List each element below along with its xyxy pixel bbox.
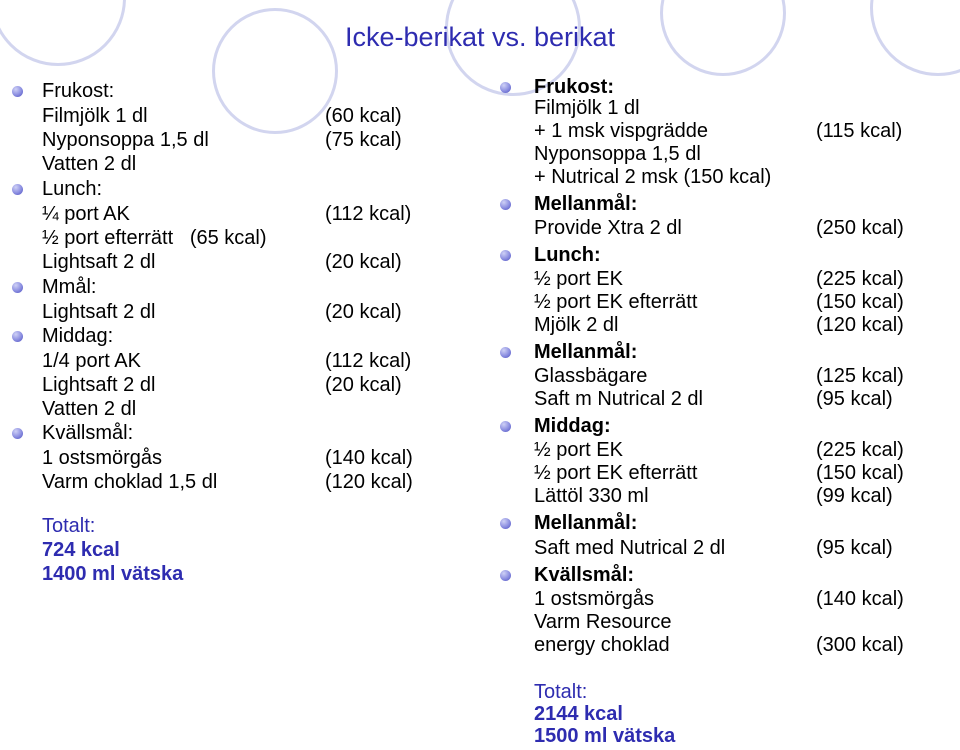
- food-kcal: (20 kcal): [325, 374, 402, 396]
- food-kcal: (140 kcal): [325, 447, 413, 469]
- section-head: Mmål:: [42, 276, 97, 298]
- total-fluid: 1400 ml vätska: [42, 563, 184, 585]
- food-kcal: (225 kcal): [816, 268, 904, 290]
- food-item: Mjölk 2 dl: [534, 314, 619, 336]
- food-kcal: (95 kcal): [816, 388, 893, 410]
- bullet-icon: [500, 347, 511, 358]
- food-item: ½ port EK efterrätt: [534, 291, 698, 313]
- food-kcal: (150 kcal): [816, 291, 904, 313]
- food-kcal: (75 kcal): [325, 129, 402, 151]
- section-head: Mellanmål:: [534, 341, 638, 363]
- food-kcal: (150 kcal): [816, 462, 904, 484]
- bullet-icon: [12, 331, 23, 342]
- food-item: Vatten 2 dl: [42, 153, 137, 175]
- section-head: Frukost:: [534, 76, 614, 98]
- total-fluid: 1500 ml vätska: [534, 725, 676, 747]
- food-kcal: (120 kcal): [325, 471, 413, 493]
- bullet-icon: [500, 421, 511, 432]
- food-item: Glassbägare: [534, 365, 648, 387]
- food-item: Varm Resource: [534, 611, 672, 633]
- bullet-icon: [12, 282, 23, 293]
- food-kcal: (120 kcal): [816, 314, 904, 336]
- total-kcal: 724 kcal: [42, 539, 120, 561]
- food-kcal: (95 kcal): [816, 537, 893, 559]
- food-item: Vatten 2 dl: [42, 398, 137, 420]
- food-item: Nyponsoppa 1,5 dl: [534, 143, 701, 165]
- food-item: Saft med Nutrical 2 dl: [534, 537, 726, 559]
- food-kcal: (112 kcal): [325, 350, 412, 372]
- section-head: Frukost:: [42, 80, 115, 102]
- section-head: Middag:: [534, 415, 611, 437]
- food-kcal: (112 kcal): [325, 203, 412, 225]
- food-item: 1 ostsmörgås: [534, 588, 655, 610]
- bullet-icon: [12, 184, 23, 195]
- food-kcal: (225 kcal): [816, 439, 904, 461]
- food-item: Nyponsoppa 1,5 dl: [42, 129, 209, 151]
- bullet-icon: [12, 428, 23, 439]
- food-kcal: (125 kcal): [816, 365, 904, 387]
- section-head: Mellanmål:: [534, 193, 638, 215]
- food-item: ½ port EK efterrätt: [534, 462, 698, 484]
- food-item: ½ port EK: [534, 439, 623, 461]
- food-kcal: (250 kcal): [816, 217, 904, 239]
- food-kcal: (60 kcal): [325, 105, 402, 127]
- food-kcal: (140 kcal): [816, 588, 904, 610]
- food-item: 1 ostsmörgås: [42, 447, 163, 469]
- food-item: ½ port EK: [534, 268, 623, 290]
- total-label: Totalt:: [42, 515, 96, 537]
- food-item: Lättöl 330 ml: [534, 485, 649, 507]
- food-kcal: (115 kcal): [816, 120, 903, 142]
- food-item: Lightsaft 2 dl: [42, 301, 156, 323]
- food-item: + 1 msk vispgrädde: [534, 120, 708, 142]
- food-item: ½ port efterrätt (65 kcal): [42, 227, 267, 249]
- food-item: ¼ port AK: [42, 203, 130, 225]
- bullet-icon: [500, 518, 511, 529]
- total-label: Totalt:: [534, 681, 588, 703]
- food-kcal: (99 kcal): [816, 485, 893, 507]
- section-head: Kvällsmål:: [534, 564, 635, 586]
- bullet-icon: [12, 86, 23, 97]
- food-item: Varm choklad 1,5 dl: [42, 471, 218, 493]
- bullet-icon: [500, 570, 511, 581]
- section-head: Kvällsmål:: [42, 422, 134, 444]
- food-item: Lightsaft 2 dl: [42, 374, 156, 396]
- food-kcal: (20 kcal): [325, 301, 402, 323]
- bullet-icon: [500, 199, 511, 210]
- food-item: 1/4 port AK: [42, 350, 141, 372]
- food-item: + Nutrical 2 msk (150 kcal): [534, 166, 772, 188]
- bullet-icon: [500, 82, 511, 93]
- food-kcal: (300 kcal): [816, 634, 904, 656]
- food-item: Filmjölk 1 dl: [42, 105, 148, 127]
- total-kcal: 2144 kcal: [534, 703, 623, 725]
- section-head: Middag:: [42, 325, 114, 347]
- page-title: Icke-berikat vs. berikat: [344, 22, 616, 52]
- section-head: Mellanmål:: [534, 512, 638, 534]
- food-item: Lightsaft 2 dl: [42, 251, 156, 273]
- section-head: Lunch:: [534, 244, 601, 266]
- bullet-icon: [500, 250, 511, 261]
- food-item: Saft m Nutrical 2 dl: [534, 388, 703, 410]
- food-item: Filmjölk 1 dl: [534, 97, 640, 119]
- food-item: energy choklad: [534, 634, 670, 656]
- section-head: Lunch:: [42, 178, 103, 200]
- food-kcal: (20 kcal): [325, 251, 402, 273]
- food-item: Provide Xtra 2 dl: [534, 217, 682, 239]
